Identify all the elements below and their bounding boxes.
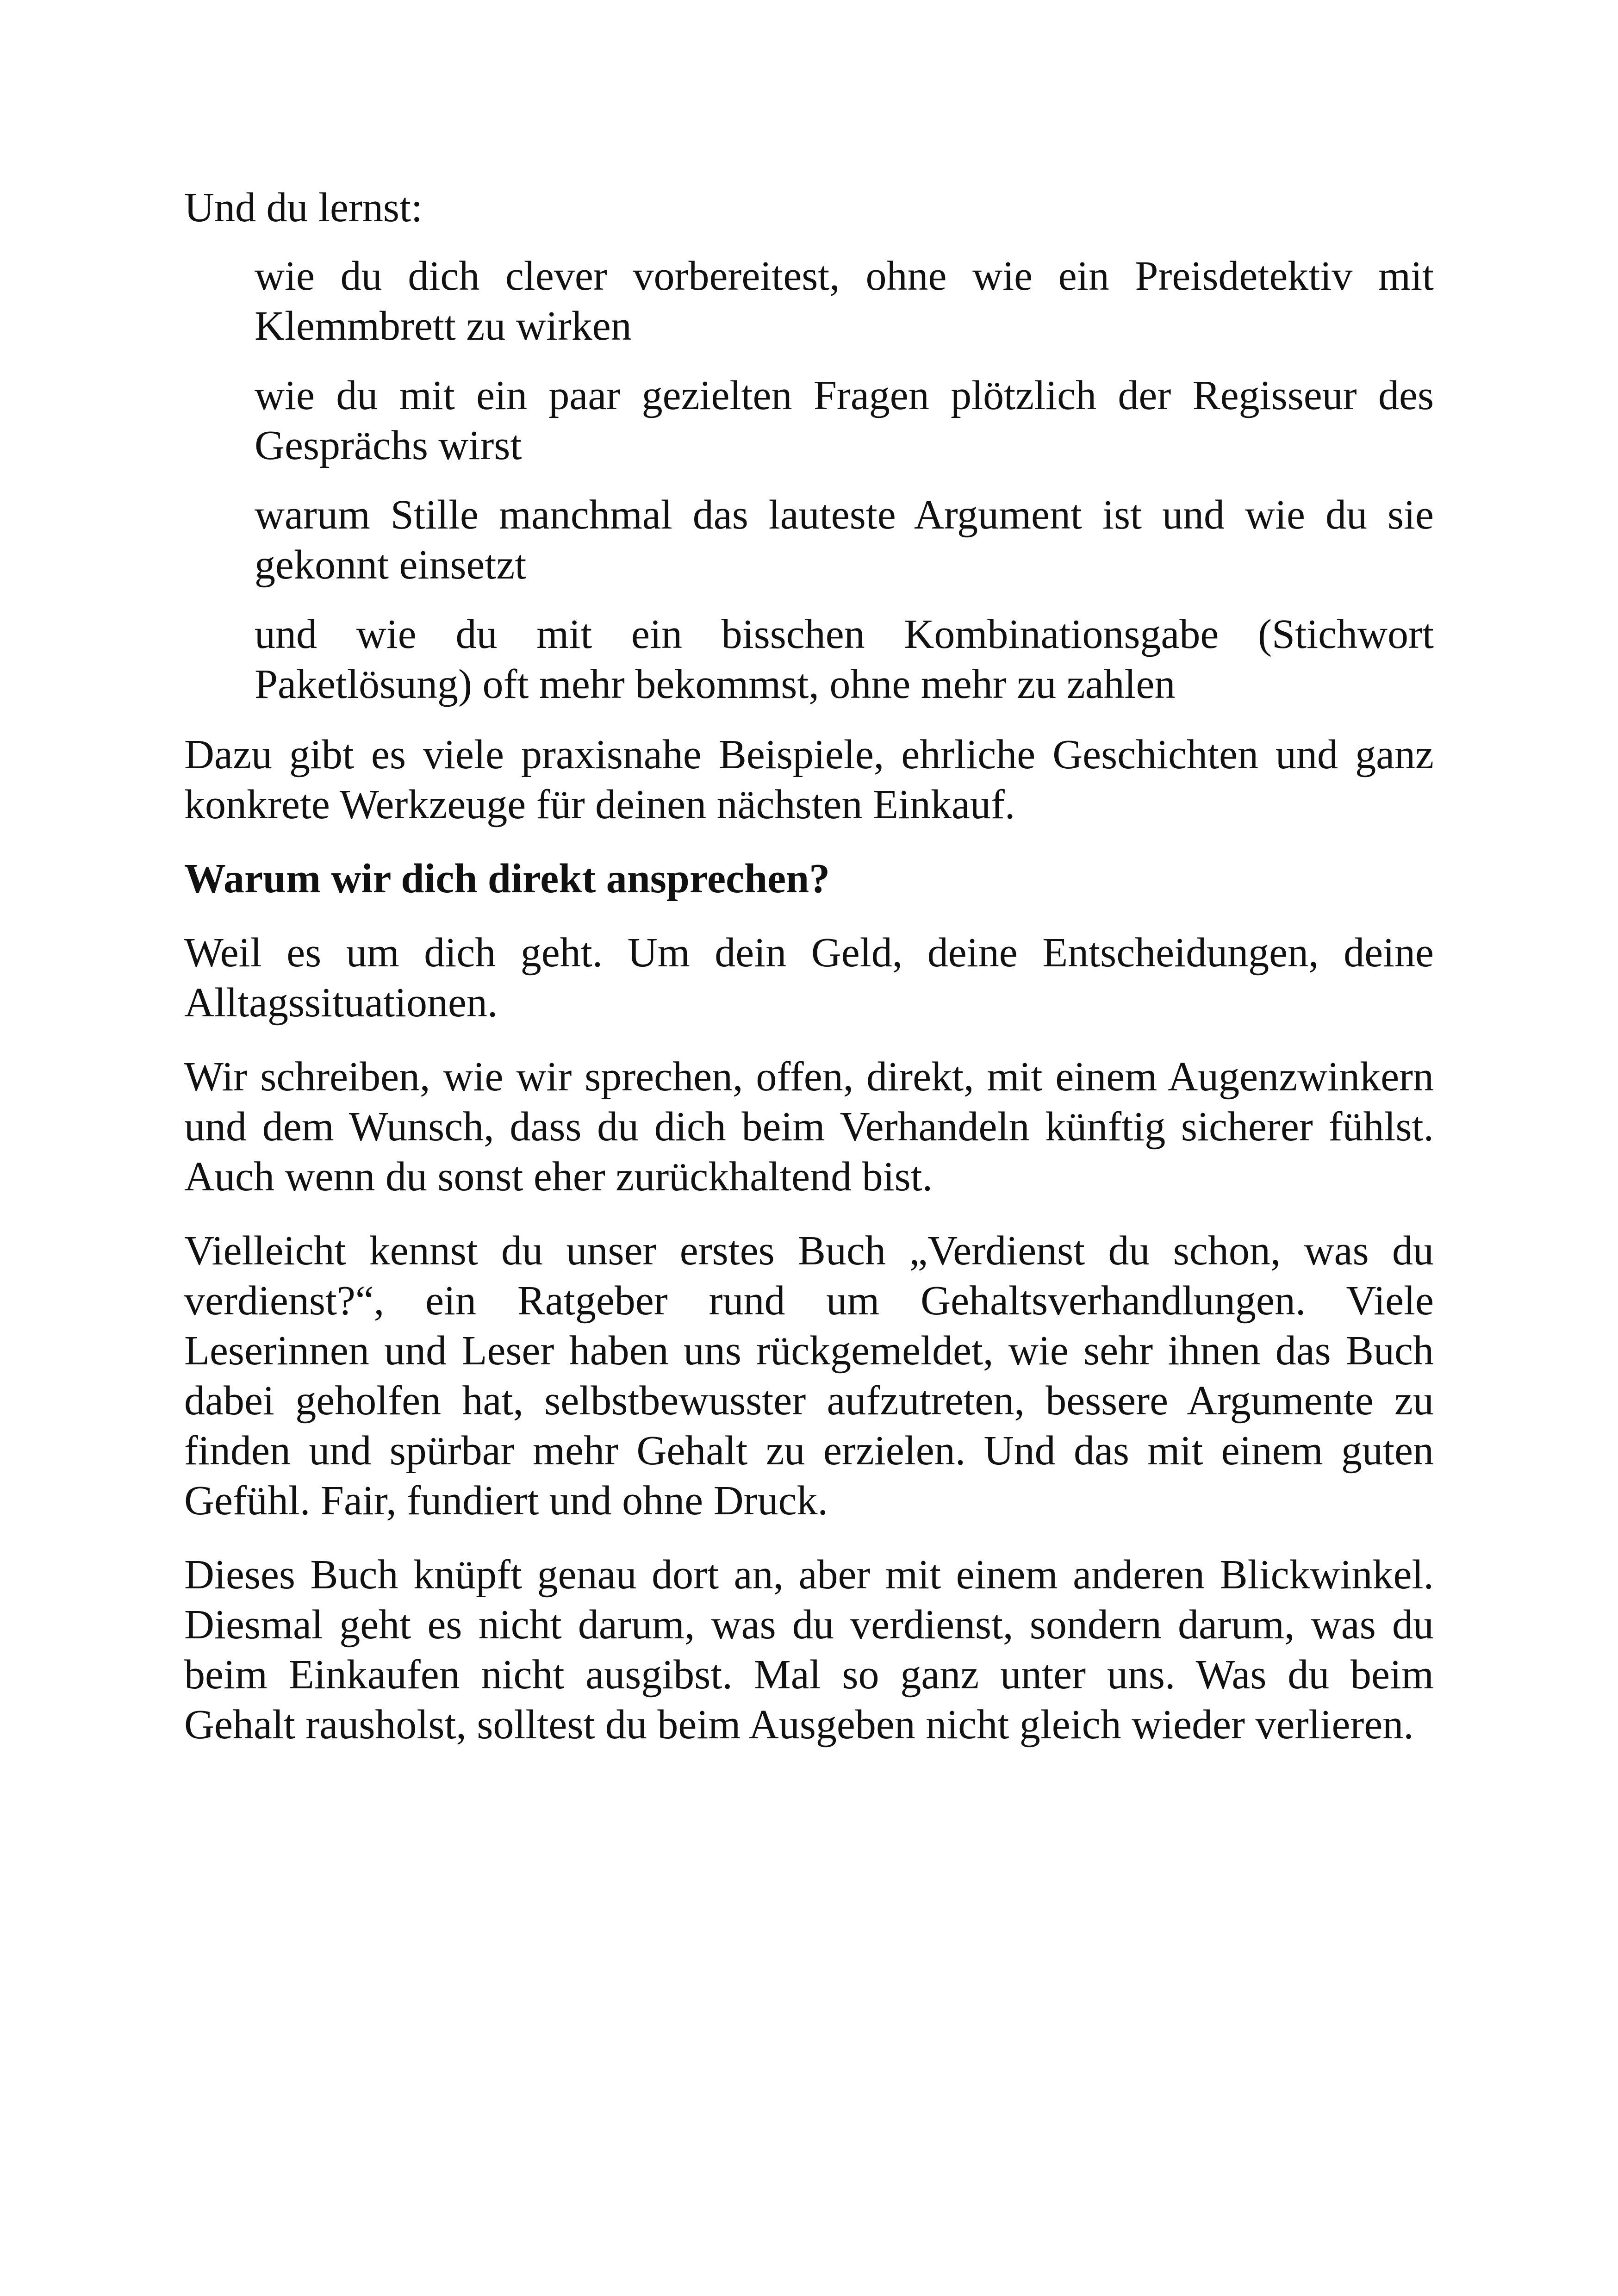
list-item: und wie du mit ein bisschen Kombinationsgabe (Stichwort Paketlösung) oft mehr bekommst, ohne mehr zu zahlen (255, 611, 1434, 707)
section-heading: Warum wir dich direkt ansprechen? (184, 856, 830, 902)
style-paragraph: Wir schreiben, wie wir sprechen, offen, direkt, mit einem Augenzwinkern und dem Wunsch, dass du dich beim Verhandeln künftig sicherer fühlst. Auch wenn du sonst eher zurückhaltend bist. (184, 1054, 1434, 1200)
list-item: warum Stille manchmal das lauteste Argument ist und wie du sie gekonnt einsetzt (255, 492, 1434, 588)
first-book-paragraph: Vielleicht kennst du unser erstes Buch „Verdienst du schon, was du verdienst?“, ein Ratgeber rund um Gehaltsverhandlungen. Viele Leserinnen und Leser haben uns rückgemeldet, wie sehr ihnen das Buch dabei geholfen hat, selbstbewusster aufzutreten, bessere Argumente zu finden und spürbar mehr Gehalt zu erzielen. Und das mit einem guten Gefühl. Fair, fundiert und ohne Druck. (184, 1228, 1434, 1524)
intro-text: Und du lernst: (184, 185, 423, 230)
this-book-paragraph: Dieses Buch knüpft genau dort an, aber mit einem anderen Blickwinkel. Diesmal geht es nicht darum, was du verdienst, sondern darum, was du beim Einkaufen nicht ausgibst. Mal so ganz unter uns. Was du beim Gehalt rausholst, solltest du beim Ausgeben nicht gleich wieder verlieren. (184, 1552, 1434, 1748)
list-item: wie du dich clever vorbereitest, ohne wie ein Preisdetektiv mit Klemmbrett zu wirken (255, 253, 1434, 349)
list-item: wie du mit ein paar gezielten Fragen plötzlich der Regisseur des Gesprächs wirst (255, 373, 1434, 468)
book-page (184, 183, 1434, 1774)
why-paragraph: Weil es um dich geht. Um dein Geld, deine Entscheidungen, deine Alltagssituationen. (184, 930, 1434, 1026)
learning-list (184, 251, 1434, 709)
examples-paragraph: Dazu gibt es viele praxisnahe Beispiele, ehrliche Geschichten und ganz konkrete Werkzeuge für deinen nächsten Einkauf. (184, 732, 1434, 828)
